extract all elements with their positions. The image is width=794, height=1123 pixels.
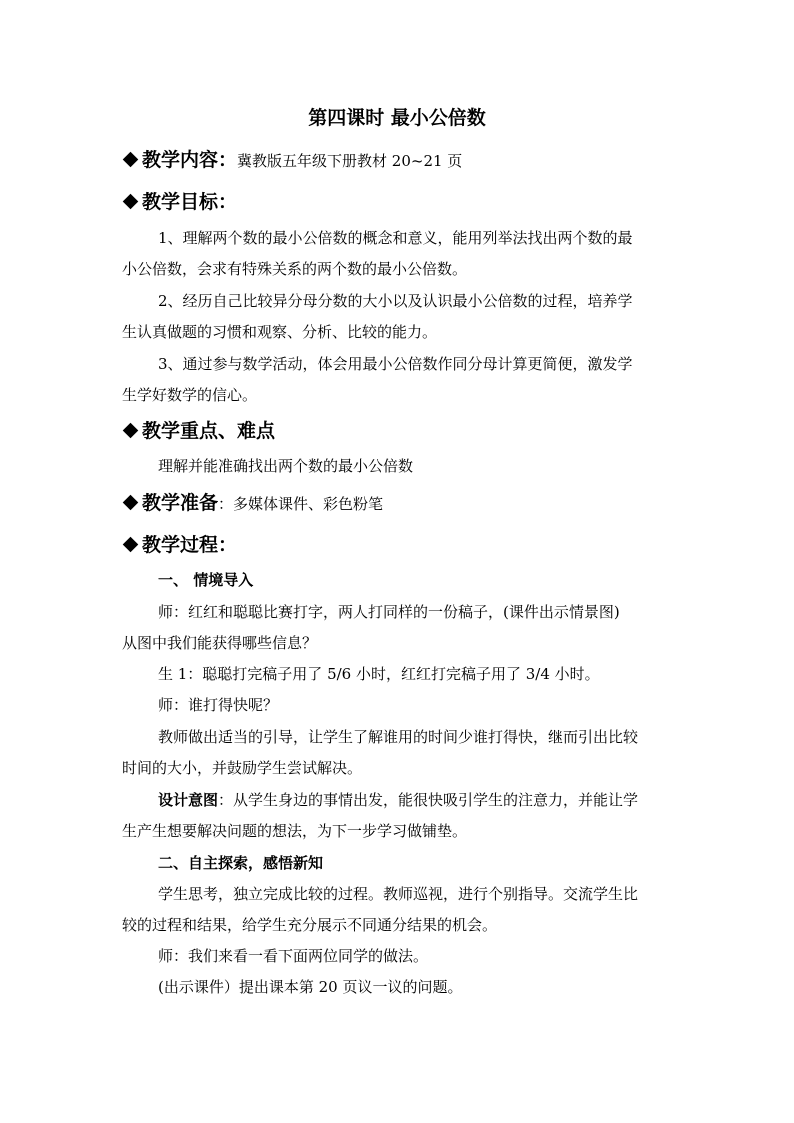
section-process <box>122 533 237 557</box>
section-content-text: 冀教版五年级下册教材 20~21 页 <box>237 152 463 170</box>
process-paragraph: 师：谁打得快呢？ <box>158 696 279 714</box>
page-title: 第四课时 最小公倍数 <box>308 107 486 129</box>
process-sub-heading-2: 二、自主探索，感悟新知 <box>158 854 324 872</box>
diamond-bullet-icon <box>123 495 139 511</box>
goal-line: 生学好数学的信心。 <box>122 386 258 404</box>
design-intent-paragraph <box>158 790 638 810</box>
diamond-bullet-icon <box>123 423 139 439</box>
section-goals-label: 教学目标： <box>142 191 238 213</box>
diamond-bullet-icon <box>123 152 139 168</box>
goal-line: 生认真做题的习惯和观察、分析、比较的能力。 <box>122 323 438 341</box>
goal-line: 1、理解两个数的最小公倍数的概念和意义，能用列举法找出两个数的最 <box>158 229 633 247</box>
process-paragraph: (出示课件）提出课本第 20 页议一议的问题。 <box>158 978 463 996</box>
section-content-label: 教学内容： <box>142 149 238 171</box>
process-paragraph: 学生思考，独立完成比较的过程。教师巡视，进行个别指导。交流学生比 <box>158 885 639 903</box>
diamond-bullet-icon <box>123 537 139 553</box>
process-paragraph: 生产生想要解决问题的想法，为下一步学习做铺垫。 <box>122 822 468 840</box>
design-intent-text: ：从学生身边的事情出发，能很快吸引学生的注意力，并能让学 <box>218 791 639 809</box>
process-paragraph: 生 1：聪聪打完稿子用了 5/6 小时，红红打完稿子用了 3/4 小时。 <box>158 665 600 683</box>
section-prep-text: ：多媒体课件、彩色粉笔 <box>218 495 384 513</box>
goal-line: 2、经历自己比较异分母分数的大小以及认识最小公倍数的过程，培养学 <box>158 292 633 310</box>
section-content <box>122 148 462 173</box>
goal-line: 小公倍数，会求有特殊关系的两个数的最小公倍数。 <box>122 260 468 278</box>
section-goals <box>122 190 237 214</box>
diamond-bullet-icon <box>123 194 139 210</box>
process-paragraph: 从图中我们能获得哪些信息？ <box>122 634 318 652</box>
process-sub-heading-1: 一、 情境导入 <box>158 571 254 589</box>
section-prep <box>122 491 383 516</box>
section-process-label: 教学过程： <box>142 534 238 556</box>
section-prep-label: 教学准备 <box>142 492 219 514</box>
goal-line: 3、通过参与数学活动，体会用最小公倍数作同分母计算更简便，激发学 <box>158 355 633 373</box>
process-paragraph: 较的过程和结果，给学生充分展示不同通分结果的机会。 <box>122 916 498 934</box>
process-paragraph: 师：红红和聪聪比赛打字，两人打同样的一份稿子，(课件出示情景图) <box>158 603 620 621</box>
process-paragraph: 师：我们来看一看下面两位同学的做法。 <box>158 947 429 965</box>
section-key <box>122 419 275 443</box>
section-key-text: 理解并能准确找出两个数的最小公倍数 <box>158 457 414 475</box>
process-paragraph: 教师做出适当的引导，让学生了解谁用的时间少谁打得快，继而引出比较 <box>158 728 639 746</box>
process-paragraph: 时间的大小，并鼓励学生尝试解决。 <box>122 759 363 777</box>
design-intent-label: 设计意图 <box>158 791 219 809</box>
section-key-label: 教学重点、难点 <box>142 420 276 442</box>
